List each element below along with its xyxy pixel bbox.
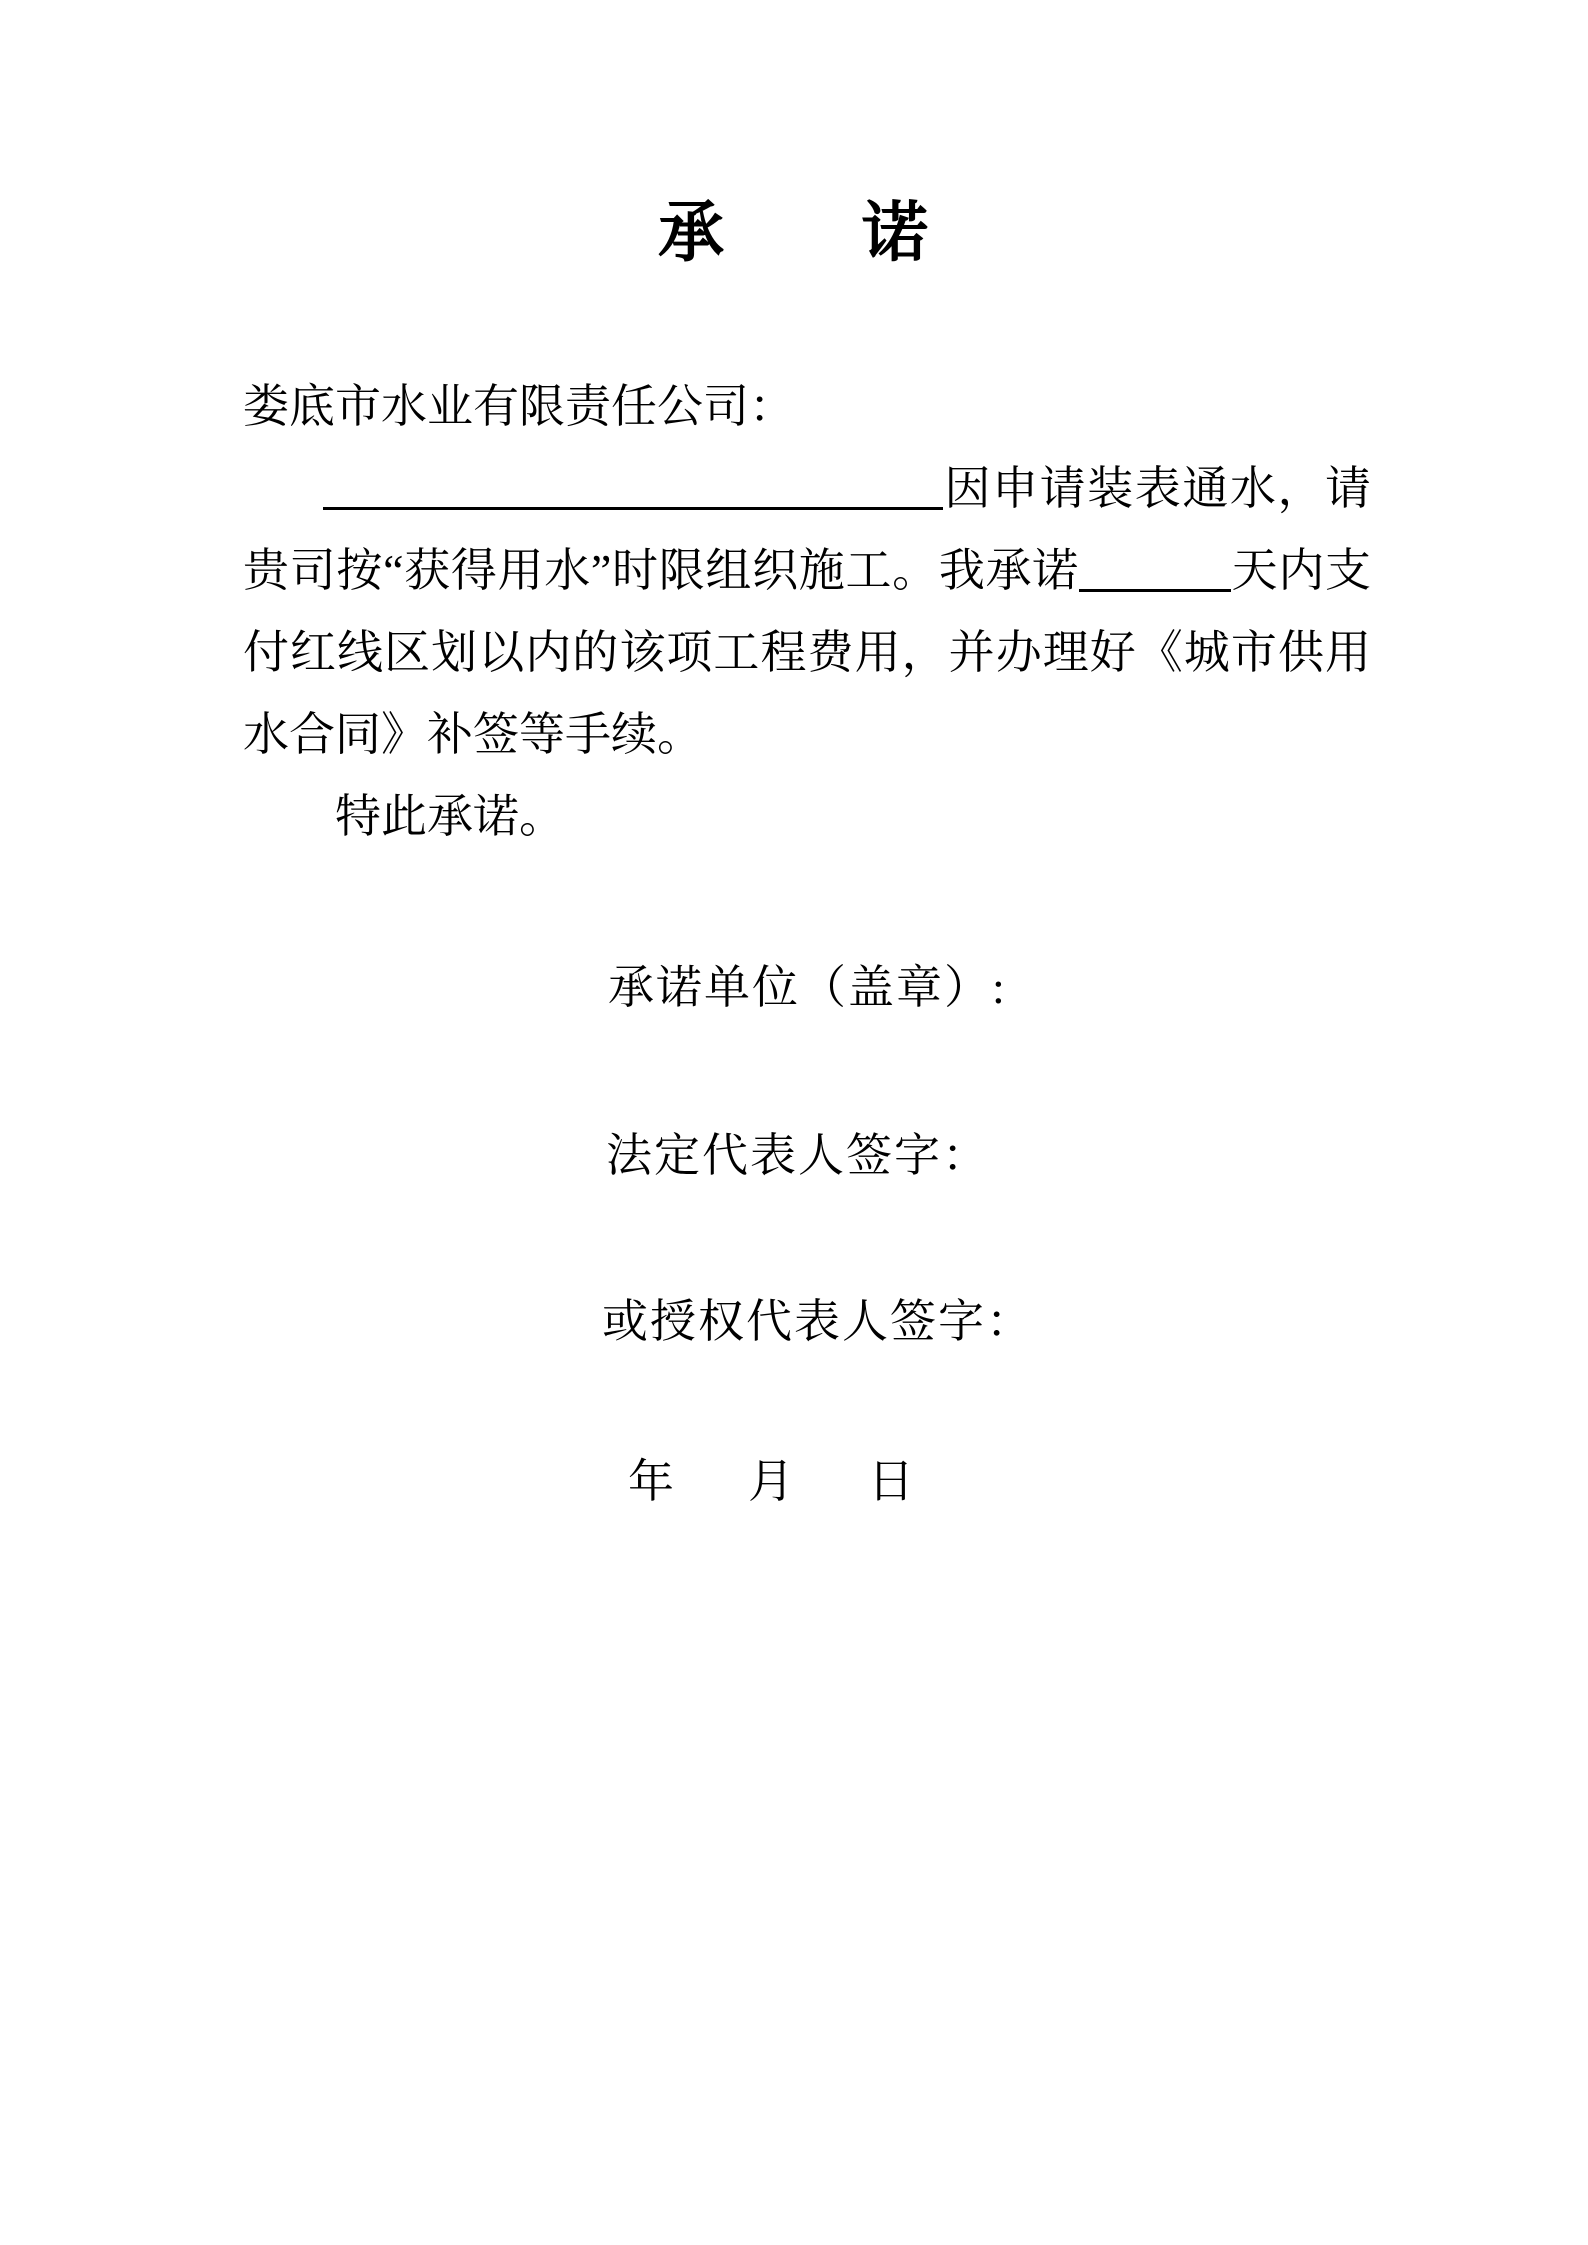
commitment-paragraph: [243, 448, 1371, 776]
date-line: 年 月 日: [628, 1456, 928, 1507]
applicant-name-blank[interactable]: [323, 480, 943, 510]
paragraph-text-2: 天内支付红线区划以内的该项工程费用，并办理好《城市供用水合同》补签等手续。: [243, 545, 1372, 760]
paragraph-text-1: 因申请装表通水，请贵司按“获得用水”时限组织施工。我承诺: [243, 463, 1371, 596]
legal-representative-signature-label: 法定代表人签字：: [606, 1130, 990, 1181]
document-body: [243, 366, 1371, 858]
authorized-representative-signature-label: 或授权代表人签字：: [602, 1296, 1034, 1347]
days-count-blank[interactable]: [1079, 562, 1231, 592]
closing-line: 特此承诺。: [335, 791, 565, 842]
unit-seal-label: 承诺单位（盖章）:: [608, 962, 1007, 1013]
salutation-line: 娄底市水业有限责任公司：: [243, 381, 795, 432]
document-title: 承 诺: [658, 197, 930, 270]
